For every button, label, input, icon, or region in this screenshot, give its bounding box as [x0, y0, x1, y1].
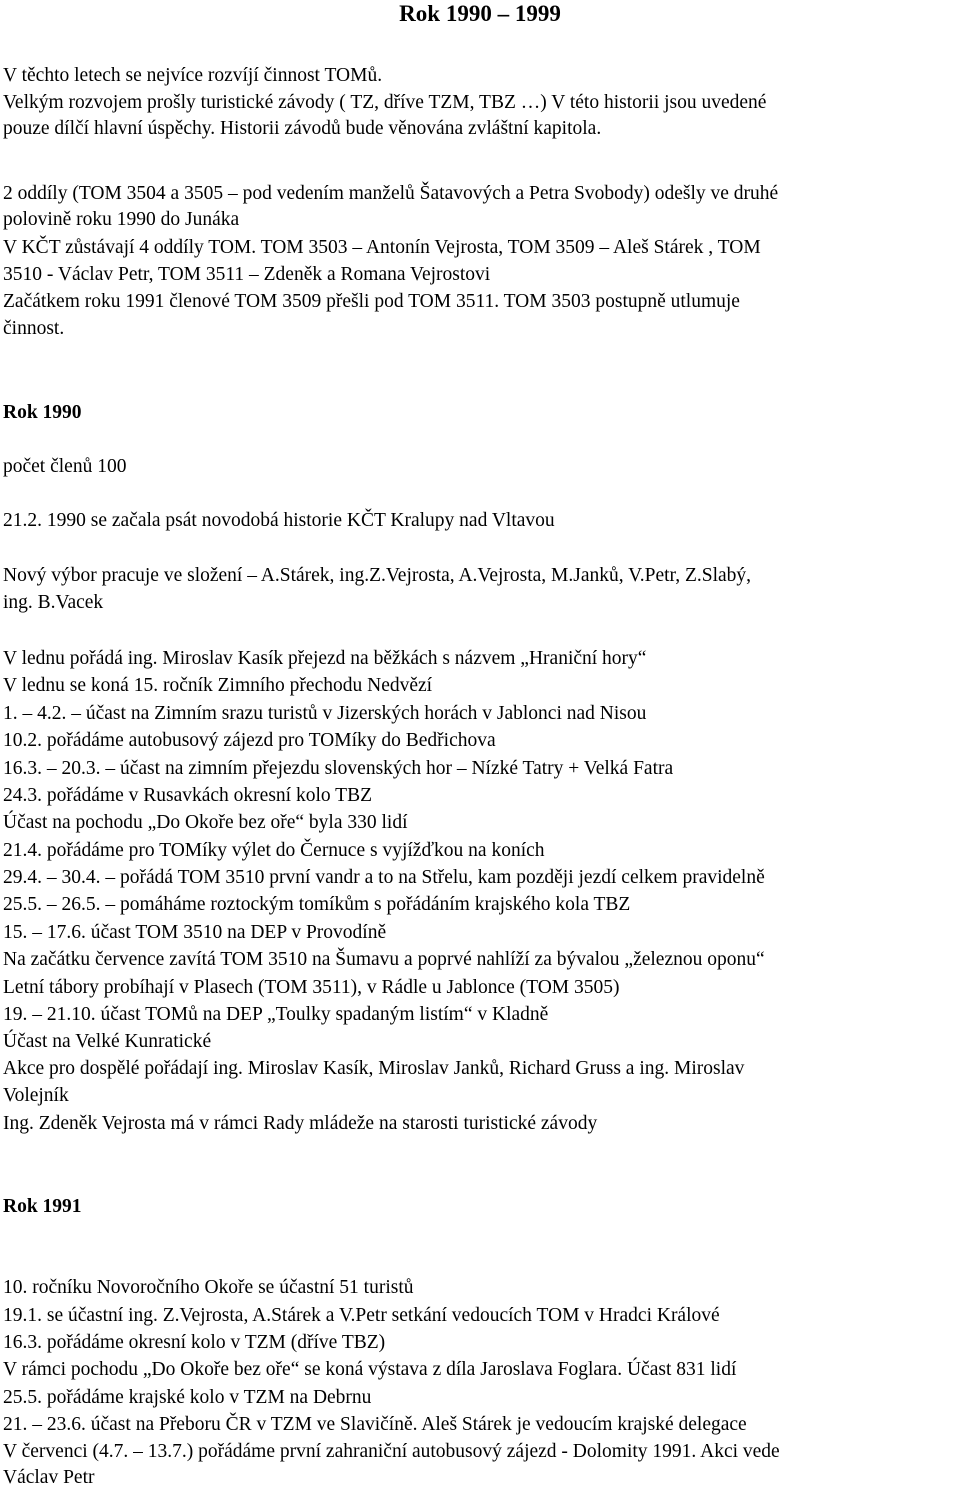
event-line: V lednu se koná 15. ročník Zimního přechodu Nedvězí — [3, 675, 433, 696]
intro-line: Velkým rozvojem prošly turistické závody ( TZ, dříve TZM, TBZ …) V této historii jsou uvedené — [3, 92, 767, 113]
paragraph-line: činnost. — [3, 318, 65, 339]
event-line: Účast na pochodu „Do Okoře bez oře“ byla 330 lidí — [3, 812, 408, 833]
event-line: 16.3. pořádáme okresní kolo v TZM (dříve TBZ) — [3, 1332, 386, 1353]
founding-note: 21.2. 1990 se začala psát novodobá historie KČT Kralupy nad Vltavou — [3, 510, 555, 531]
event-line: V lednu pořádá ing. Miroslav Kasík přejezd na běžkách s názvem „Hraniční hory“ — [3, 648, 647, 669]
committee-line: Nový výbor pracuje ve složení – A.Stárek, ing.Z.Vejrosta, A.Vejrosta, M.Janků, V.Petr, Z.Slabý, — [3, 565, 752, 586]
paragraph-line: 2 oddíly (TOM 3504 a 3505 – pod vedením manželů Šatavových a Petra Svobody) odešly ve druhé — [3, 183, 779, 204]
event-line: 25.5. – 26.5. – pomáháme roztockým tomíkům s pořádáním krajského kola TBZ — [3, 894, 631, 915]
event-line: 1. – 4.2. – účast na Zimním srazu turistů v Jizerských horách v Jablonci nad Nisou — [3, 703, 647, 724]
event-line: Ing. Zdeněk Vejrosta má v rámci Rady mládeže na starosti turistické závody — [3, 1113, 598, 1134]
event-line: V červenci (4.7. – 13.7.) pořádáme první zahraniční autobusový zájezd - Dolomity 1991. Akci vede — [3, 1441, 780, 1462]
intro-line: pouze dílčí hlavní úspěchy. Historii závodů bude věnována zvláštní kapitola. — [3, 118, 602, 139]
event-line: 21.4. pořádáme pro TOMíky výlet do Černuce s vyjížďkou na koních — [3, 840, 545, 861]
event-line: Účast na Velké Kunratické — [3, 1031, 212, 1052]
event-line: 10.2. pořádáme autobusový zájezd pro TOMíky do Bedřichova — [3, 730, 496, 751]
committee-line: ing. B.Vacek — [3, 592, 104, 613]
event-line: Václav Petr — [3, 1467, 95, 1488]
member-count: počet členů 100 — [3, 456, 127, 477]
event-line: 25.5. pořádáme krajské kolo v TZM na Debrnu — [3, 1387, 372, 1408]
intro-line: V těchto letech se nejvíce rozvíjí činnost TOMů. — [3, 65, 383, 86]
event-line: 10. ročníku Novoročního Okoře se účastní 51 turistů — [3, 1277, 414, 1298]
event-line: 29.4. – 30.4. – pořádá TOM 3510 první vandr a to na Střelu, kam později jezdí celkem pravidelně — [3, 867, 765, 888]
event-line: Akce pro dospělé pořádají ing. Miroslav Kasík, Miroslav Janků, Richard Gruss a ing. Miroslav — [3, 1058, 745, 1079]
event-line: 19.1. se účastní ing. Z.Vejrosta, A.Stárek a V.Petr setkání vedoucích TOM v Hradci Králové — [3, 1305, 720, 1326]
paragraph-line: Začátkem roku 1991 členové TOM 3509 přešli pod TOM 3511. TOM 3503 postupně utlumuje — [3, 291, 740, 312]
paragraph-line: polovině roku 1990 do Junáka — [3, 209, 240, 230]
event-line: 21. – 23.6. účast na Přeboru ČR v TZM ve Slavičíně. Aleš Stárek je vedoucím krajské delegace — [3, 1414, 747, 1435]
event-line: 19. – 21.10. účast TOMů na DEP „Toulky spadaným listím“ v Kladně — [3, 1004, 549, 1025]
page-title: Rok 1990 – 1999 — [399, 1, 561, 26]
section-heading-1991: Rok 1991 — [3, 1196, 82, 1217]
paragraph-line: V KČT zůstávají 4 oddíly TOM. TOM 3503 – Antonín Vejrosta, TOM 3509 – Aleš Stárek , TOM — [3, 237, 761, 258]
paragraph-line: 3510 - Václav Petr, TOM 3511 – Zdeněk a Romana Vejrostovi — [3, 264, 491, 285]
event-line: 15. – 17.6. účast TOM 3510 na DEP v Provodíně — [3, 922, 387, 943]
event-line: 24.3. pořádáme v Rusavkách okresní kolo TBZ — [3, 785, 372, 806]
section-heading-1990: Rok 1990 — [3, 402, 82, 423]
event-line: Letní tábory probíhají v Plasech (TOM 3511), v Rádle u Jablonce (TOM 3505) — [3, 977, 620, 998]
event-line: Na začátku července zavítá TOM 3510 na Šumavu a poprvé nahlíží za bývalou „železnou oponu“ — [3, 949, 765, 970]
event-line: Volejník — [3, 1085, 69, 1106]
event-line: V rámci pochodu „Do Okoře bez oře“ se koná výstava z díla Jaroslava Foglara. Účast 831 lidí — [3, 1359, 737, 1380]
event-line: 16.3. – 20.3. – účast na zimním přejezdu slovenských hor – Nízké Tatry + Velká Fatra — [3, 758, 674, 779]
